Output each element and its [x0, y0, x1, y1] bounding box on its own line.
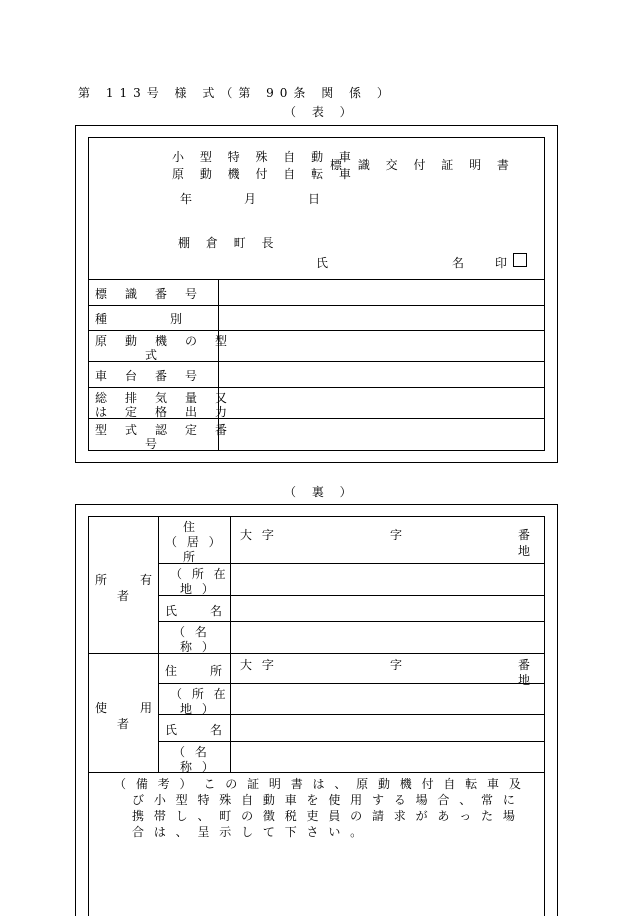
vehicle-type-1: 小 型 特 殊 自 動 車: [172, 150, 357, 164]
month-label: 月: [244, 192, 263, 206]
owner-address-1: 住: [183, 520, 199, 534]
user-label-1: 使 用: [95, 701, 156, 715]
note-line-3: 携 帯 し 、 町 の 徴 税 吏 員 の 請 求 が あ っ た 場: [132, 809, 518, 823]
vehicle-type-2: 原 動 機 付 自 転 車: [172, 167, 357, 181]
note-line-1: （ 備 考 ） こ の 証 明 書 は 、 原 動 機 付 自 転 車 及: [114, 777, 524, 791]
user-name: 氏 名: [165, 723, 226, 737]
user-banchi-1: 番: [518, 658, 534, 672]
owner-aza: 字: [390, 528, 406, 542]
owner-banchi-2: 地: [518, 544, 534, 558]
user-address: 住 所: [165, 664, 226, 678]
seal-box: [513, 253, 527, 267]
user-oaza: 大 字: [240, 658, 277, 672]
back-label: （ 裏 ）: [284, 485, 358, 499]
name-label-1: 氏: [316, 256, 335, 270]
owner-label-1: 所 有: [95, 573, 156, 587]
owner-oaza: 大 字: [240, 528, 277, 542]
user-banchi-2: 地: [518, 673, 534, 687]
row-label-engine-model-2: 式: [145, 348, 161, 362]
day-label: 日: [308, 192, 327, 206]
owner-location-1: （ 所 在: [170, 567, 229, 581]
form-title: 第 113号 様 式（第 90条 関 係 ）: [78, 86, 395, 100]
note-line-2: び 小 型 特 殊 自 動 車 を 使 用 す る 場 合 、 常 に: [132, 793, 518, 807]
user-label-2: 者: [117, 717, 133, 731]
owner-label-2: 者: [117, 589, 133, 603]
user-title-2: 称 ）: [180, 760, 217, 774]
certificate-title: 標 識 交 付 証 明 書: [330, 158, 515, 172]
owner-location-2: 地 ）: [180, 582, 217, 596]
seal-label: 印: [495, 256, 514, 270]
row-label-displacement: 総 排 気 量 又: [95, 391, 231, 405]
owner-address-3: 所: [183, 550, 199, 564]
owner-name: 氏 名: [165, 604, 226, 618]
user-aza: 字: [390, 658, 406, 672]
user-location-2: 地 ）: [180, 702, 217, 716]
row-label-chassis-number: 車 台 番 号: [95, 369, 201, 383]
owner-banchi-1: 番: [518, 528, 534, 542]
owner-title-2: 称 ）: [180, 640, 217, 654]
owner-title-1: （ 名: [173, 625, 210, 639]
front-label: （ 表 ）: [284, 105, 358, 119]
row-label-approval-2: 号: [145, 437, 161, 451]
issuer: 棚 倉 町 長: [178, 236, 280, 250]
year-label: 年: [180, 192, 199, 206]
user-location-1: （ 所 在: [170, 687, 229, 701]
name-label-2: 名: [452, 256, 471, 270]
back-inner-frame: [88, 516, 545, 916]
row-label-type: 種 別: [95, 312, 186, 326]
row-label-approval: 型 式 認 定 番: [95, 423, 231, 437]
owner-address-2: （ 居 ）: [165, 535, 224, 549]
row-label-displacement-2: は 定 格 出 力: [95, 405, 231, 419]
row-label-plate-number: 標 識 番 号: [95, 287, 201, 301]
row-label-engine-model: 原 動 機 の 型: [95, 334, 231, 348]
note-line-4: 合 は 、 呈 示 し て 下 さ い 。: [132, 825, 366, 839]
user-title-1: （ 名: [173, 745, 210, 759]
